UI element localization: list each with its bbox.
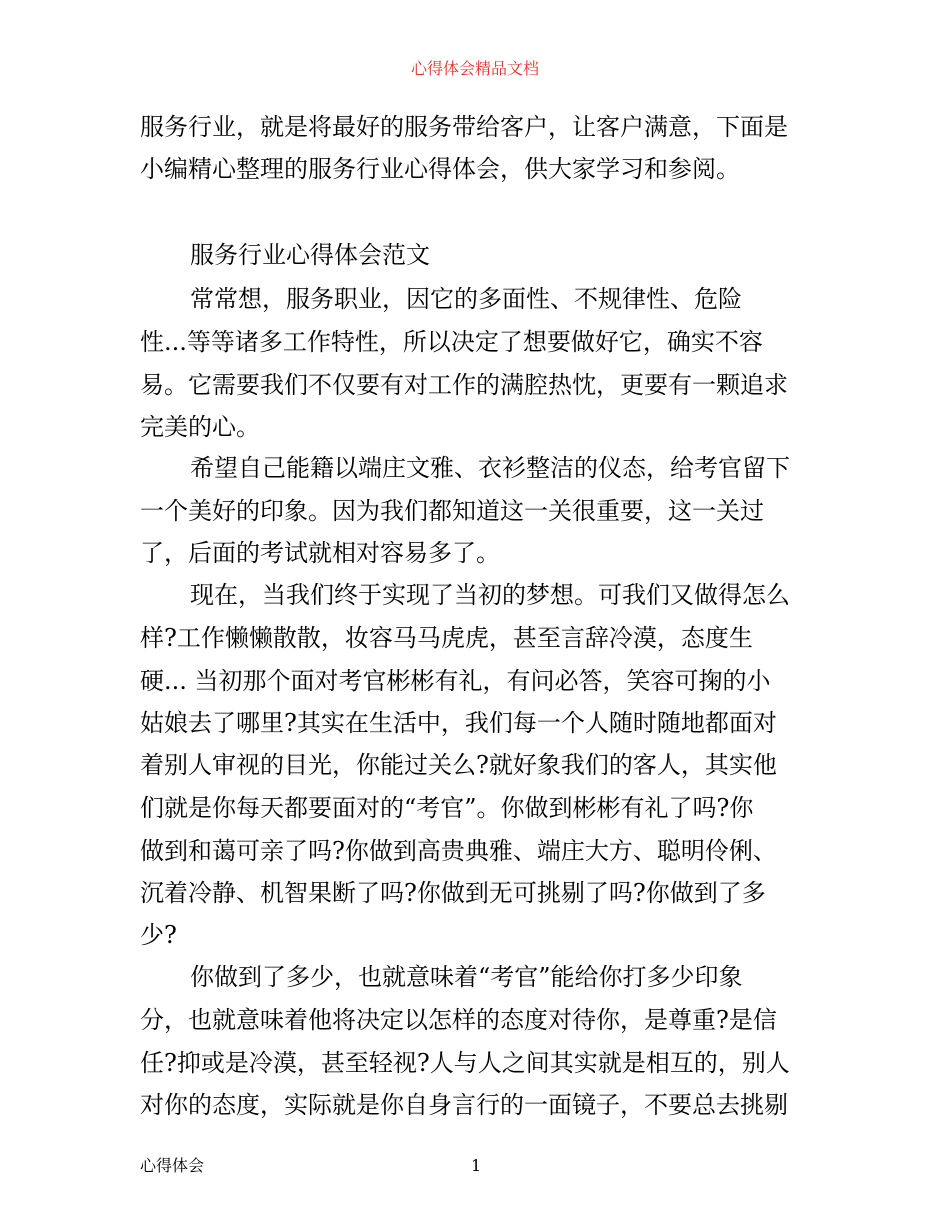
body-line: 少?	[140, 921, 177, 949]
body-line: 对你的态度，实际就是你自身言行的一面镜子，不要总去挑剔	[140, 1091, 788, 1119]
body-line: 易。它需要我们不仅要有对工作的满腔热忱，更要有一颗追求	[140, 371, 788, 399]
body-line: 性...等等诸多工作特性，所以决定了想要做好它，确实不容	[140, 328, 763, 356]
section-heading: 服务行业心得体会范文	[190, 241, 430, 269]
body-line: 希望自己能籍以端庄文雅、衣衫整洁的仪态，给考官留下	[190, 454, 790, 482]
page-header: 心得体会精品文档	[410, 59, 539, 78]
body-line: 你做到了多少，也就意味着“考官”能给你打多少印象	[190, 963, 743, 991]
body-line: 做到和蔼可亲了吗?你做到高贵典雅、端庄大方、聪明伶俐、	[140, 837, 777, 865]
body-line: 了，后面的考试就相对容易多了。	[140, 539, 500, 567]
body-line: 样?工作懒懒散散，妆容马马虎虎，甚至言辞冷漠，态度生	[140, 624, 753, 652]
body-line: 小编精心整理的服务行业心得体会，供大家学习和参阅。	[140, 155, 740, 183]
body-line: 沉着冷静、机智果断了吗?你做到无可挑剔了吗?你做到了多	[140, 879, 766, 907]
body-line: 任?抑或是冷漠，甚至轻视?人与人之间其实就是相互的，别人	[140, 1049, 790, 1077]
body-line: 们就是你每天都要面对的“考官”。你做到彬彬有礼了吗?你	[140, 794, 754, 822]
body-line: 着别人审视的目光，你能过关么?就好象我们的客人，其实他	[140, 751, 777, 779]
body-line: 常常想，服务职业，因它的多面性、不规律性、危险	[190, 285, 742, 313]
footer-label: 心得体会	[140, 1156, 205, 1175]
body-line: 姑娘去了哪里?其实在生活中，我们每一个人随时随地都面对	[140, 709, 777, 737]
body-line: 完美的心。	[140, 413, 260, 441]
body-line: 一个美好的印象。因为我们都知道这一关很重要，这一关过	[140, 497, 764, 525]
body-line: 硬... 当初那个面对考官彬彬有礼，有问必答，笑容可掬的小	[140, 667, 771, 695]
body-line: 分，也就意味着他将决定以怎样的态度对待你，是尊重?是信	[140, 1006, 777, 1034]
body-line: 现在，当我们终于实现了当初的梦想。可我们又做得怎么	[190, 581, 790, 609]
page-number: 1	[471, 1156, 482, 1175]
body-line: 服务行业，就是将最好的服务带给客户，让客户满意，下面是	[140, 113, 788, 141]
